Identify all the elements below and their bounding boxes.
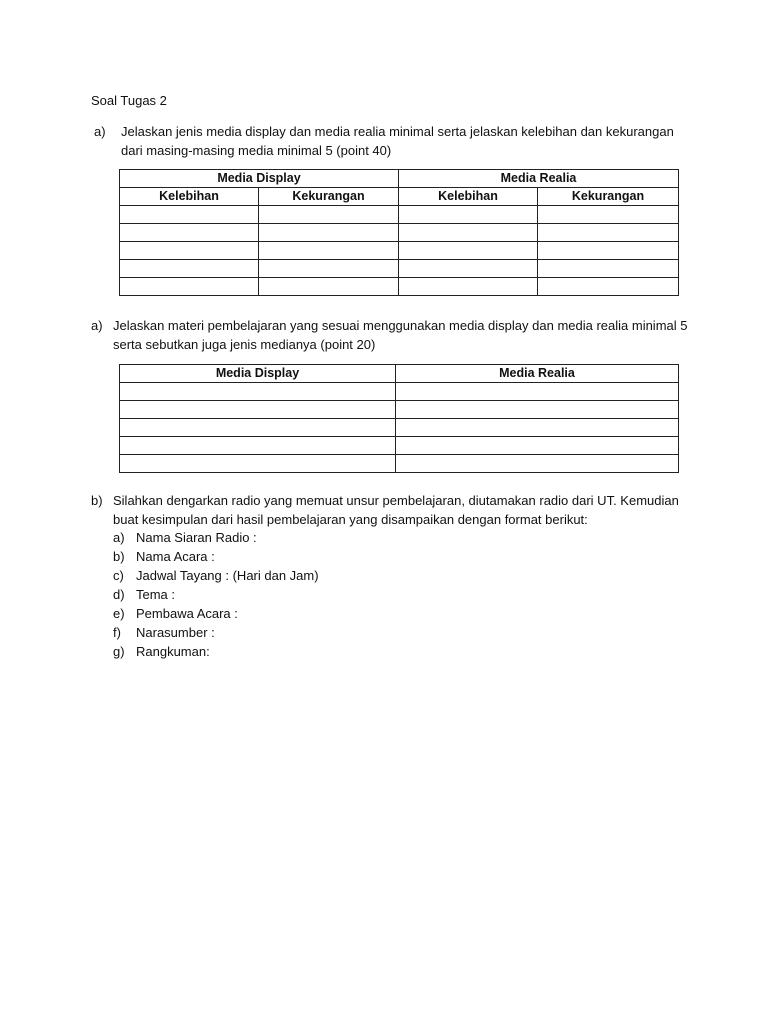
table-row	[120, 224, 679, 242]
media-materials-table	[119, 364, 679, 473]
table-row	[120, 383, 679, 401]
list-item	[113, 623, 319, 642]
table-group-header-row	[120, 170, 679, 188]
table-cell	[399, 278, 538, 296]
list-item	[113, 642, 319, 661]
table-cell	[396, 383, 679, 401]
group-header-media-display: Media Display	[120, 170, 399, 188]
question-2	[91, 316, 691, 354]
header-media-display: Media Display	[120, 365, 396, 383]
list-item-label: Rangkuman:	[136, 644, 210, 659]
list-item	[113, 566, 319, 585]
document-title: Soal Tugas 2	[91, 93, 167, 108]
subheader-kelebihan-display: Kelebihan	[120, 188, 259, 206]
table-row	[120, 419, 679, 437]
question-3-marker: b)	[91, 493, 103, 508]
table-row	[120, 206, 679, 224]
table-cell	[259, 242, 399, 260]
list-item-marker: a)	[113, 530, 125, 545]
table-header-row	[120, 365, 679, 383]
subheader-kelebihan-realia: Kelebihan	[399, 188, 538, 206]
question-2-text: Jelaskan materi pembelajaran yang sesuai menggunakan media display dan media realia minimal 5 serta sebutkan juga jenis medianya (point 20)	[113, 318, 688, 352]
table-cell	[120, 260, 259, 278]
table-cell	[396, 437, 679, 455]
table-row	[120, 260, 679, 278]
list-item-label: Narasumber :	[136, 625, 215, 640]
list-item-label: Jadwal Tayang : (Hari dan Jam)	[136, 568, 319, 583]
table-cell	[538, 278, 679, 296]
table-cell	[538, 206, 679, 224]
table-row	[120, 401, 679, 419]
list-item-marker: b)	[113, 549, 125, 564]
list-item-marker: d)	[113, 587, 125, 602]
table-cell	[120, 419, 396, 437]
header-media-realia: Media Realia	[396, 365, 679, 383]
table-cell	[538, 224, 679, 242]
list-item-label: Nama Acara :	[136, 549, 215, 564]
list-item	[113, 547, 319, 566]
table-cell	[120, 383, 396, 401]
radio-summary-format-list	[113, 528, 319, 661]
list-item-label: Tema :	[136, 587, 176, 602]
table-row	[120, 242, 679, 260]
table-cell	[538, 242, 679, 260]
table-cell	[399, 206, 538, 224]
table-cell	[120, 455, 396, 473]
question-1	[94, 122, 694, 160]
table-cell	[399, 242, 538, 260]
table-subheader-row	[120, 188, 679, 206]
table-row	[120, 437, 679, 455]
table-cell	[259, 224, 399, 242]
list-item-marker: e)	[113, 606, 125, 621]
table-cell	[120, 224, 259, 242]
question-2-marker: a)	[91, 318, 103, 333]
question-1-text: Jelaskan jenis media display dan media realia minimal serta jelaskan kelebihan dan kekurangan dari masing-masing media minimal 5 (point 40)	[121, 124, 674, 158]
list-item-marker: f)	[113, 625, 121, 640]
table-cell	[396, 419, 679, 437]
table-cell	[120, 401, 396, 419]
table-cell	[120, 242, 259, 260]
table-cell	[120, 437, 396, 455]
media-advantages-table	[119, 169, 679, 296]
group-header-media-realia: Media Realia	[399, 170, 679, 188]
table-cell	[259, 206, 399, 224]
table-cell	[396, 401, 679, 419]
list-item-marker: c)	[113, 568, 124, 583]
subheader-kekurangan-realia: Kekurangan	[538, 188, 679, 206]
list-item-label: Nama Siaran Radio :	[136, 530, 257, 545]
table-row	[120, 455, 679, 473]
table-cell	[259, 260, 399, 278]
list-item	[113, 604, 319, 623]
list-item	[113, 528, 319, 547]
table-cell	[538, 260, 679, 278]
table-cell	[396, 455, 679, 473]
table-cell	[399, 260, 538, 278]
list-item-marker: g)	[113, 644, 125, 659]
question-1-marker: a)	[94, 124, 106, 139]
table-cell	[120, 278, 259, 296]
question-3	[91, 491, 691, 529]
list-item-label: Pembawa Acara :	[136, 606, 238, 621]
list-item	[113, 585, 319, 604]
table-cell	[120, 206, 259, 224]
table-cell	[399, 224, 538, 242]
table-row	[120, 278, 679, 296]
question-3-text: Silahkan dengarkan radio yang memuat unsur pembelajaran, diutamakan radio dari UT. Kemudian buat kesimpulan dari hasil pembelajaran yang disampaikan dengan format berikut:	[113, 493, 679, 527]
table-cell	[259, 278, 399, 296]
subheader-kekurangan-display: Kekurangan	[259, 188, 399, 206]
